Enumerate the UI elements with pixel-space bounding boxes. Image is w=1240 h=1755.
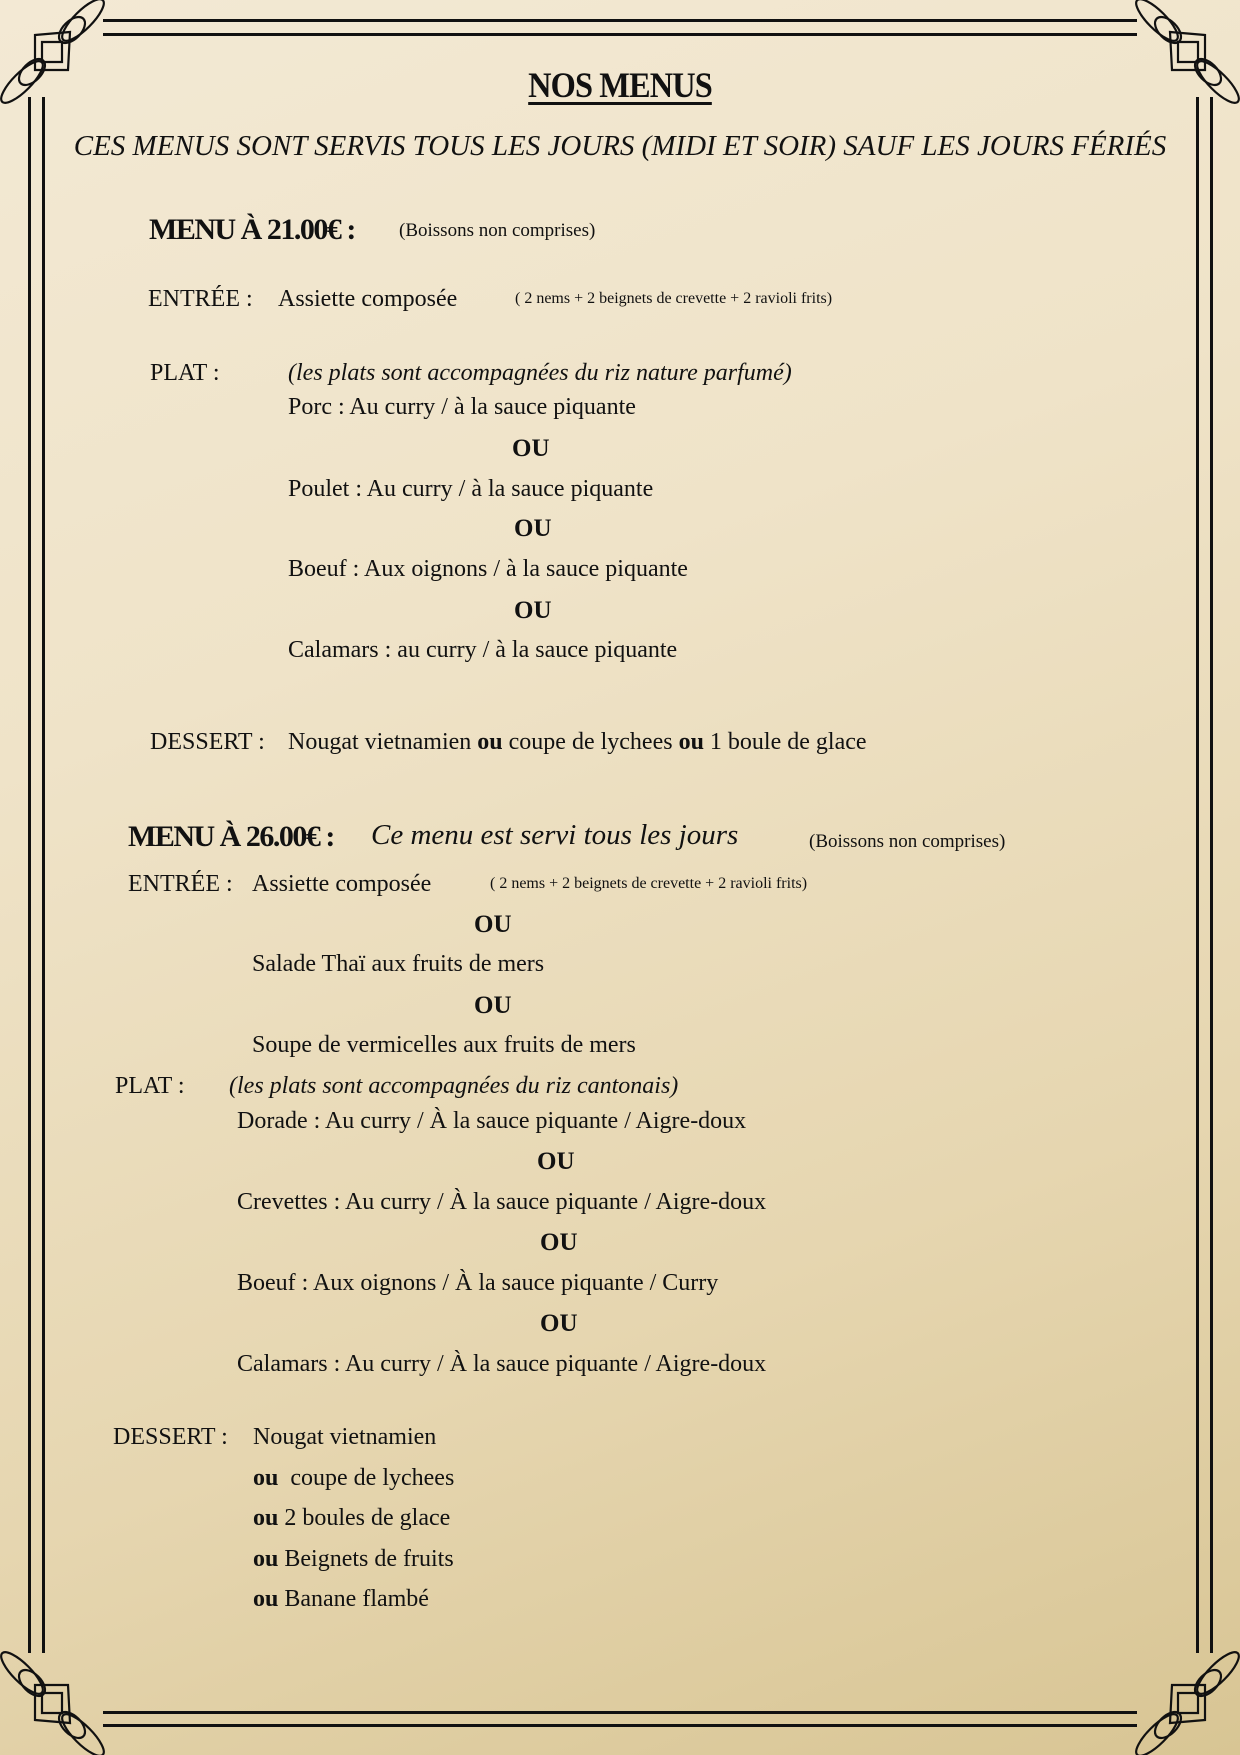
dessert-item: coupe de lychees [290,1465,455,1491]
or-separator: OU [512,435,550,462]
page-title: NOS MENUS [528,65,712,105]
dessert-line [288,729,867,756]
frame-top-line-outer [103,19,1137,22]
dessert-label: DESSERT : [113,1424,228,1450]
plat-note: (les plats sont accompagnées du riz cantonais) [229,1073,679,1099]
menu-heading: MENU À 21.00€ : [149,213,355,246]
entree-item: Assiette composée [252,871,432,897]
dessert-item: Banane flambé [284,1586,429,1612]
plat-item: Crevettes : Au curry / À la sauce piquante / Aigre-doux [237,1189,767,1215]
dessert-line [253,1546,454,1573]
frame-left-line-inner [42,97,45,1653]
plat-label: PLAT : [150,360,220,386]
frame-left-line-outer [28,97,31,1653]
entree-detail: ( 2 nems + 2 beignets de crevette + 2 ravioli frits) [515,290,833,307]
dessert-item: Nougat vietnamien [288,729,472,755]
dessert-item: 2 boules de glace [284,1505,451,1531]
or-separator: OU [540,1310,578,1337]
frame-right-line-outer [1210,97,1213,1653]
frame-top-line-inner [103,33,1137,36]
or-separator: ou [678,729,704,755]
dessert-line [253,1465,454,1492]
or-separator: OU [540,1229,578,1256]
plat-label: PLAT : [115,1073,185,1099]
plat-item: Porc : Au curry / à la sauce piquante [288,394,636,420]
plat-item: Boeuf : Aux oignons / À la sauce piquante / Curry [237,1270,719,1296]
page-subtitle: CES MENUS SONT SERVIS TOUS LES JOURS (MIDI ET SOIR) SAUF LES JOURS FÉRIÉS [73,130,1167,162]
or-separator: ou [253,1505,279,1531]
drinks-note: (Boissons non comprises) [809,831,1006,852]
plat-item: Calamars : au curry / à la sauce piquante [288,637,678,663]
menu-tagline: Ce menu est servi tous les jours [371,819,739,851]
menu-heading: MENU À 26.00€ : [128,820,334,853]
dessert-item: coupe de lychees [508,729,673,755]
entree-item: Salade Thaï aux fruits de mers [252,951,545,977]
entree-label: ENTRÉE : [128,871,233,897]
frame-bottom-line-inner [103,1724,1137,1727]
plat-item: Calamars : Au curry / À la sauce piquante / Aigre-doux [237,1351,767,1377]
entree-detail: ( 2 nems + 2 beignets de crevette + 2 ravioli frits) [490,875,808,892]
corner-ornament-icon [0,1645,110,1755]
dessert-line [253,1505,450,1532]
or-separator: OU [514,515,552,542]
dessert-item: Nougat vietnamien [253,1424,437,1450]
dessert-label: DESSERT : [150,729,265,755]
plat-note: (les plats sont accompagnées du riz nature parfumé) [288,360,792,386]
or-separator: ou [253,1465,279,1491]
plat-item: Poulet : Au curry / à la sauce piquante [288,476,654,502]
or-separator: ou [477,729,503,755]
drinks-note: (Boissons non comprises) [399,220,596,241]
corner-ornament-icon [1130,1645,1240,1755]
frame-bottom-line-outer [103,1711,1137,1714]
plat-item: Dorade : Au curry / À la sauce piquante / Aigre-doux [237,1108,747,1134]
or-separator: OU [474,992,512,1019]
dessert-item: 1 boule de glace [709,729,867,755]
frame-right-line-inner [1196,97,1199,1653]
or-separator: ou [253,1586,279,1612]
plat-item: Boeuf : Aux oignons / à la sauce piquante [288,556,688,582]
entree-item: Soupe de vermicelles aux fruits de mers [252,1032,636,1058]
dessert-item: Beignets de fruits [284,1546,454,1572]
or-separator: OU [537,1148,575,1175]
or-separator: OU [474,911,512,938]
entree-label: ENTRÉE : [148,286,253,312]
dessert-line [253,1586,429,1613]
or-separator: OU [514,597,552,624]
entree-item: Assiette composée [278,286,458,312]
or-separator: ou [253,1546,279,1572]
